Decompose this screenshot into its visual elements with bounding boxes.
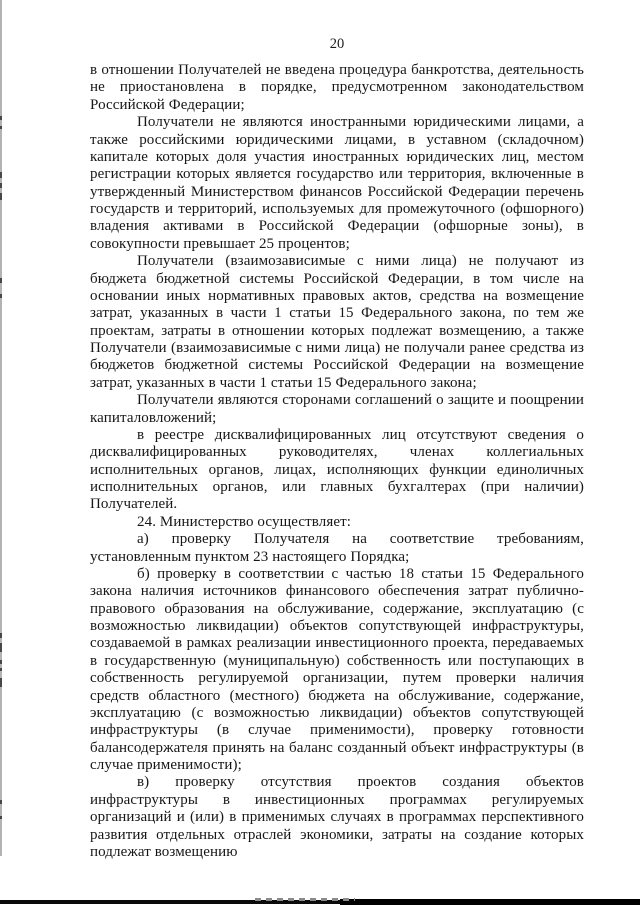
scan-speck	[0, 633, 2, 638]
paragraph: в реестре дисквалифицированных лиц отсутствуют сведения о дисквалифицированных руководителях, членах коллегиальных исполнительных органов, лицах, исполняющих функции единоличных исполнительных органов, или главных бухгалтерах (при наличии) Получателей.	[90, 426, 584, 513]
page-number: 20	[329, 36, 345, 52]
scan-speck	[0, 660, 2, 664]
scan-edge-artifact	[0, 0, 2, 856]
scan-speck	[0, 678, 2, 687]
paragraph: в отношении Получателей не введена процедура банкротства, деятельность не приостановлена в порядке, предусмотренном законодательством Российской Федерации;	[90, 62, 584, 113]
scan-speck	[0, 172, 2, 178]
scan-bottom-bar-artifact	[0, 898, 640, 905]
scan-speck	[0, 294, 2, 298]
scan-speck	[0, 183, 2, 188]
scan-bar-dashes	[255, 898, 355, 901]
scan-speck	[0, 278, 2, 283]
scan-speck	[0, 800, 2, 804]
document-body	[90, 62, 584, 861]
paragraph: а) проверку Получателя на соответствие требованиям, установленным пунктом 23 настоящего Порядка;	[90, 531, 584, 565]
paragraph: в) проверку отсутствия проектов создания объектов инфраструктуры в инвестиционных программах регулируемых организаций и (или) в применимых случаях в программах перспективного развития отдельных отраслей экономики, затраты на создание которых подлежат возмещению	[90, 774, 584, 860]
scan-speck	[0, 193, 2, 200]
paragraph: 24. Министерство осуществляет:	[137, 513, 352, 530]
scan-speck	[0, 126, 2, 129]
scan-speck	[0, 668, 2, 671]
paragraph: б) проверку в соответствии с частью 18 статьи 15 Федерального закона наличия источников финансового обеспечения затрат публично-правового образования на обслуживание, содержание, эксплуатацию (с возможностью ликвидации) объектов сопутствующей инфраструктуры, создаваемой в рамках реализации инвестиционного проекта, передаваемых в государственную (муниципальную) собственность или поступающих в собственность регулируемой организации, путем проверки наличия средств областного (местного) бюджета на обслуживание, содержание, эксплуатацию (с возможностью ликвидации) объектов сопутствующей инфраструктуры (в случае применимости), проверку готовности балансодержателя принять на баланс созданный объект инфраструктуры (в случае применимости);	[90, 565, 584, 773]
scan-speck	[0, 116, 2, 120]
paragraph: Получатели не являются иностранными юридическими лицами, а также российскими юридическими лицами, в уставном (складочном) капитале которых доля участия иностранных юридических лиц, местом регистрации которых является государство или территория, включенные в утвержденный Министерством финансов Российской Федерации перечень государств и территорий, используемых для промежуточного (офшорного) владения активами в Российской Федерации (офшорные зоны), в совокупности превышает 25 процентов;	[90, 114, 584, 252]
scan-speck	[0, 643, 2, 652]
paragraph: Получатели являются сторонами соглашений о защите и поощрении капиталовложений;	[90, 392, 584, 426]
scan-bar-thick-segment	[340, 899, 640, 905]
paragraph: Получатели (взаимозависимые с ними лица) не получают из бюджета бюджетной системы Российской Федерации, в том числе на основании иных нормативных правовых актов, средства на возмещение затрат, указанных в части 1 статьи 15 Федерального закона, по тем же проектам, затраты в отношении которых подлежат возмещению, а также Получатели (взаимозависимые с ними лица) не получали ранее средства из бюджетов бюджетной системы Российской Федерации на возмещение затрат, указанных в части 1 статьи 15 Федерального закона;	[90, 253, 584, 391]
scan-speck	[0, 816, 2, 819]
